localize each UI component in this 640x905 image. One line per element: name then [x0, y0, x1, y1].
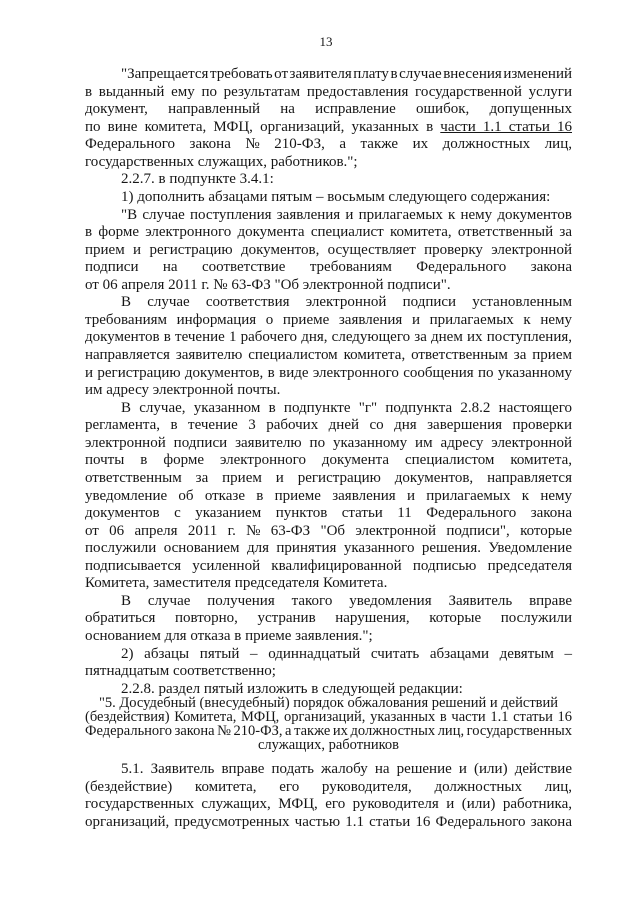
item-title: 2.2.8. раздел пятый изложить в следующей редакции:	[121, 680, 463, 697]
paragraph-line: В случае получения такого уведомления Заявитель вправе	[121, 592, 572, 609]
paragraph-line: документов в течение 1 рабочего дня, следующего за днем их поступления,	[85, 329, 572, 346]
paragraph-line: 5.1. Заявитель вправе подать жалобу на решение и (или) действие	[121, 761, 572, 777]
paragraph-6	[85, 294, 572, 399]
paragraph-line: Комитета, заместителя председателя Комитета.	[85, 575, 388, 592]
heading-line: (бездействия) Комитета, МФЦ, организаций, указанных в части 1.1 статьи 16	[85, 709, 572, 725]
heading-line: "5. Досудебный (внесудебный) порядок обжалования решений и действий	[98, 695, 559, 711]
line-text: по вине комитета, МФЦ, организаций, указанных в	[85, 118, 434, 135]
paragraph-line: электронной подписи заявителю по указанному им адресу электронной	[85, 434, 572, 451]
document-body	[85, 66, 572, 698]
paragraph-line: "Запрещается требовать от заявителя плату в случае внесения изменений	[121, 66, 572, 82]
paragraph-line: подписывается усиленной квалифицированной подписью председателя	[85, 557, 572, 574]
item-title: 2.2.7. в подпункте 3.4.1:	[121, 171, 274, 188]
paragraph-line: В случае соответствия электронной подписи установленным	[121, 294, 572, 311]
paragraph-line: в форме электронного документа специалист комитета, ответственный за	[85, 224, 572, 241]
paragraph-line: 2) абзацы пятый – одиннадцатый считать абзацами девятым –	[121, 645, 572, 662]
heading-line: служащих, работников	[258, 737, 399, 753]
quoted-paragraph	[85, 66, 572, 171]
paragraph-line: направляется заявителю специалистом комитета, ответственным за прием	[85, 347, 572, 363]
paragraph-line: государственных служащих, работников.";	[85, 153, 358, 170]
paragraph-line: от 06 апреля 2011 г. № 63-ФЗ "Об электронной подписи", которые	[85, 522, 572, 539]
section-heading	[85, 696, 572, 752]
paragraph-line: документ, направленный на исправление ошибок, допущенных	[85, 101, 572, 118]
paragraph-line: уведомление об отказе в приеме заявления и прилагаемых к нему	[85, 487, 572, 504]
paragraph-line: организаций, предусмотренных частью 1.1 статьи 16 Федерального закона	[85, 813, 572, 830]
paragraph-line: (бездействие) комитета, его руководителя, должностных лиц,	[85, 778, 572, 795]
paragraph-line: пятнадцатым соответственно;	[85, 663, 276, 680]
paragraph-line: основанием для отказа в приеме заявления.";	[85, 628, 373, 644]
clause-5-1	[85, 761, 572, 831]
paragraph-line: "В случае поступления заявления и прилагаемых к нему документов	[121, 206, 572, 223]
paragraph-7	[85, 400, 572, 593]
paragraph-line: Федерального закона № 210-ФЗ, а также их должностных лиц,	[85, 136, 572, 153]
paragraph-line: В случае, указанном в подпункте "г" подпункта 2.8.2 настоящего	[121, 399, 572, 416]
paragraph-line: подписи на соответствие требованиям Федерального закона	[85, 259, 572, 276]
paragraph-8	[85, 593, 572, 646]
paragraph-line: прием и регистрацию документов, осуществляет проверку электронной	[85, 241, 572, 258]
paragraph-line: государственных служащих, МФЦ, его руководителя и (или) работника,	[85, 796, 572, 813]
paragraph-line: в выданный ему по результатам предоставления государственной услуги	[85, 83, 572, 100]
paragraph-line: им адресу электронной почты.	[85, 382, 281, 399]
subitem-1: 1) дополнить абзацами пятым – восьмым следующего содержания:	[121, 188, 551, 205]
law-reference-link[interactable]: части 1.1 статьи 16	[440, 118, 572, 135]
paragraph-line: обратиться повторно, устранив нарушения, которые послужили	[85, 610, 572, 627]
paragraph-line: регламента, в течение 3 рабочих дней со дня завершения проверки	[85, 417, 572, 434]
paragraph-line: и регистрацию документов, в виде электронного сообщения по указанному	[85, 364, 572, 381]
item-2-2-7	[85, 171, 572, 680]
paragraph-5	[85, 207, 572, 295]
paragraph-line: от 06 апреля 2011 г. № 63-ФЗ "Об электронной подписи".	[85, 276, 451, 293]
page-number: 13	[319, 34, 333, 49]
paragraph-line: почты в форме электронного документа специалистом комитета,	[85, 452, 572, 469]
heading-line: Федерального закона № 210-ФЗ, а также их должностных лиц, государственных	[85, 723, 572, 739]
subitem-2	[85, 646, 572, 681]
paragraph-line: требованиям информация о приеме заявления и прилагаемых к нему	[85, 311, 572, 328]
paragraph-line: ответственным за прием и регистрацию документов, направляется	[85, 469, 572, 486]
paragraph-line: послужили основанием для принятия указанного решения. Уведомление	[85, 540, 572, 557]
paragraph-line: документов с указанием пунктов статьи 11 Федерального закона	[85, 505, 572, 522]
paragraph-line	[85, 119, 572, 137]
